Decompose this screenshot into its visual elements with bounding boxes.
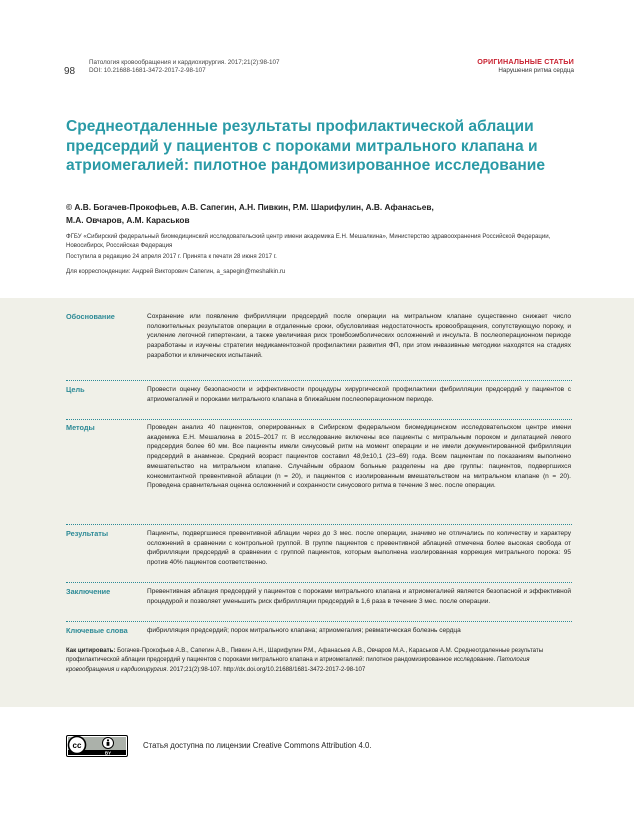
- license-text: Статья доступна по лицензии Creative Commons Attribution 4.0.: [143, 741, 372, 750]
- cc-by-label: BY: [104, 750, 112, 756]
- divider: [66, 380, 572, 381]
- cc-by-badge[interactable]: [66, 735, 128, 762]
- rationale-label: Обоснование: [66, 312, 115, 321]
- authors-line-1: © А.В. Богачев-Прокофьев, А.В. Сапегин, А.Н. Пивкин, Р.М. Шарифулин, А.В. Афанасьев,: [66, 202, 434, 212]
- rationale-text: Сохранение или появление фибрилляции предсердий после операции на митральном клапане существенно снижает число положительных результатов операции в отдаленные сроки, обусловливая недостаточность кровообращения, сопутствующую пороку, и усиление легочной гипертензии, а также увеличивая риск тромбоэмболических осложнений и инсульта. В послеоперационном периоде разработаны и изучены стратегии медикаментозной профилактики развития ФП, при этом инвазивные методики находятся на стадиях разработки и клинических испытаний.: [147, 313, 571, 359]
- cc-license-icon: [66, 735, 128, 757]
- cite-journal: Патология кровообращения и кардиохирургия: [66, 656, 530, 673]
- divider: [66, 582, 572, 583]
- cite-doi[interactable]: . 2017;21(2):98-107. http://dx.doi.org/10.21688/1681-3472-2017-2-98-107: [166, 665, 366, 673]
- journal-info: [89, 59, 280, 75]
- submission-dates: Поступила в редакцию 24 апреля 2017 г. Принята к печати 28 июня 2017 г.: [66, 253, 277, 260]
- correspondence[interactable]: Для корреспонденции: Андрей Викторович Сапегин, a_sapegin@meshalkin.ru: [66, 268, 286, 275]
- section-title: ОРИГИНАЛЬНЫЕ СТАТЬИ: [477, 57, 574, 66]
- divider: [66, 621, 572, 622]
- aim-text: Провести оценку безопасности и эффективности процедуры хирургической профилактики фибрилляции предсердий у пациентов с атриомегалией и пороками митрального клапана в ближайшем послеоперационном периоде.: [147, 386, 571, 403]
- page-number: 98: [64, 66, 76, 77]
- article-title: Среднеотдаленные результаты профилактической аблации предсердий у пациентов с пороками митрального клапана и атриомегалией: пилотное рандомизированное исследование: [66, 118, 546, 175]
- how-to-cite: [66, 646, 572, 674]
- author-list: [66, 201, 571, 226]
- subsection-title: Нарушения ритма сердца: [498, 67, 574, 74]
- results-label: Результаты: [66, 529, 109, 538]
- conclusion-label: Заключение: [66, 587, 111, 596]
- section-header: [477, 57, 574, 75]
- aim-label: Цель: [66, 385, 85, 394]
- divider: [66, 524, 572, 525]
- authors-line-2: М.А. Овчаров, А.М. Караськов: [66, 214, 190, 225]
- methods-label: Методы: [66, 423, 95, 432]
- journal-citation-line: Патология кровообращения и кардиохирургия. 2017;21(2):98-107: [89, 59, 280, 66]
- divider: [66, 419, 572, 420]
- methods-text: Проведен анализ 40 пациентов, оперированных в Сибирском федеральном биомедицинском исследовательском центре имени академика Е.Н. Мешалкина в 2015–2017 гг. В исследование включены все пациенты с митральным пороком и дилатацией левого предсердия более 60 мм. Все пациенты имели синусовый ритм на момент операции и не имели документированной фибрилляции предсердий в анамнезе. Средний возраст пациентов составил 48,9±10,1 (23–69) года. Всем пациентам по показаниям выполнено вмешательство на митральном клапане. Случайным образом больные разделены на две группы: пациентов, подвергшихся конкомитантной превентивной аблации (n = 20), и пациентов с изолированным вмешательством на митральном клапане (n = 20). Проведена сравнительная оценка осложнений и сохранности синусового ритма в течение 3 мес. после операции.: [147, 424, 571, 490]
- journal-doi-line[interactable]: DOI: 10.21688-1681-3472-2017-2-98-107: [89, 67, 206, 74]
- affiliation: ФГБУ «Сибирский федеральный биомедицинский исследовательский центр имени академика Е.Н. Мешалкина», Министерство здравоохранения Российской Федерации, Новосибирск, Российская Федерация: [66, 233, 551, 249]
- keywords-text: фибрилляция предсердий; порок митрального клапана; атриомегалия; ревматическая болезнь сердца: [147, 627, 461, 634]
- svg-text:cc: cc: [72, 741, 82, 750]
- conclusion-text: Превентивная аблация предсердий у пациентов с пороками митрального клапана и атриомегалией является безопасной и эффективной процедурой и позволяет уменьшить риск фибрилляции предсердий в 1,6 раза в течение 3 мес. после операции.: [147, 588, 571, 605]
- cite-label: Как цитировать:: [66, 647, 116, 654]
- results-text: Пациенты, подвергшиеся превентивной аблации через до 3 мес. после операции, значимо не отличались по количеству и характеру осложнений в сравнении с контрольной группой. В группе пациентов с превентивной аблацией отмечена более высокая свобода от фибрилляции предсердий в сравнении с группой пациентов, которым выполнена изолированная коррекция митрального порока: 95 против 40% пациентов соответственно.: [147, 530, 571, 567]
- keywords-label: Ключевые слова: [66, 626, 128, 635]
- cite-text: Богачев-Прокофьев А.В., Сапегин А.В., Пивкин А.Н., Шарифулин Р.М., Афанасьев А.В., Овчаров М.А., Караськов А.М. Среднеотдаленные результаты профилактической аблации предсердий у пациентов с пороками митрального клапана и атриомегалией: пилотное рандомизированное исследование.: [66, 647, 544, 664]
